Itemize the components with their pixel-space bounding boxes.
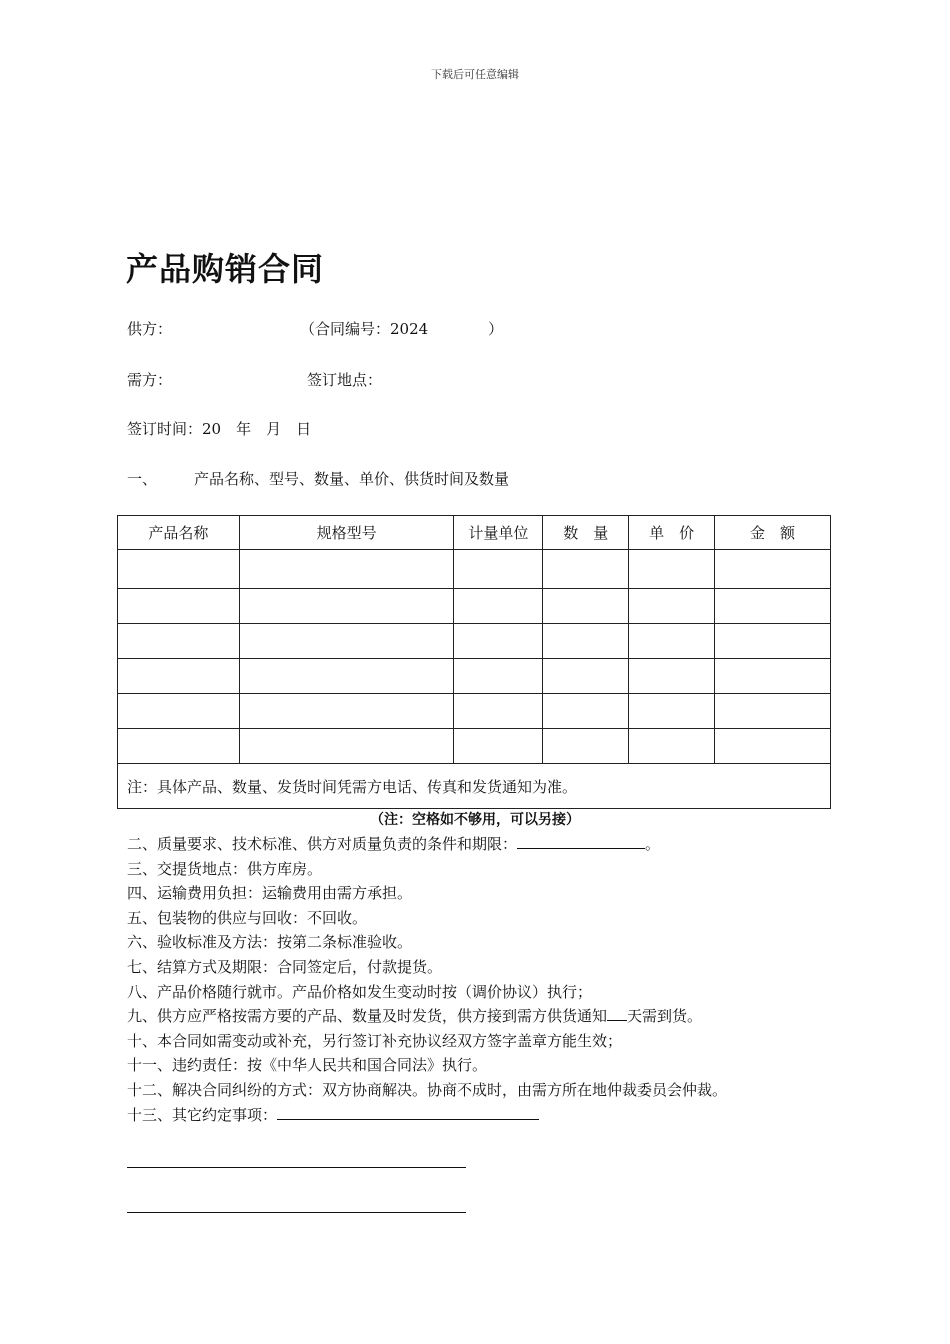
table-row — [118, 729, 831, 764]
table-cell[interactable] — [715, 589, 831, 624]
header-amount: 金 额 — [715, 516, 831, 550]
table-cell[interactable] — [118, 694, 240, 729]
table-note-cell: 注：具体产品、数量、发货时间凭需方电话、传真和发货通知为准。 — [118, 764, 831, 809]
contract-number-label: （合同编号：2024 ） — [300, 320, 504, 338]
header-unit-price: 单 价 — [629, 516, 715, 550]
table-cell[interactable] — [239, 624, 454, 659]
table-row — [118, 550, 831, 589]
clause-2 — [127, 832, 727, 857]
table-cell[interactable] — [543, 550, 629, 589]
table-cell[interactable] — [454, 729, 543, 764]
table-cell[interactable] — [454, 659, 543, 694]
table-cell[interactable] — [239, 729, 454, 764]
clause-12: 十二、解决合同纠纷的方式：双方协商解决。协商不成时，由需方所在地仲裁委员会仲裁。 — [127, 1080, 728, 1099]
clause-13-blank[interactable] — [277, 1105, 539, 1120]
table-cell[interactable] — [629, 694, 715, 729]
clause-10: 十、本合同如需变动或补充，另行签订补充协议经双方签字盖章方能生效； — [127, 1031, 623, 1050]
table-cell[interactable] — [629, 624, 715, 659]
table-cell[interactable] — [629, 550, 715, 589]
table-row — [118, 659, 831, 694]
sign-date-label: 签订时间：20 年 月 日 — [127, 420, 312, 438]
table-header-row — [118, 516, 831, 550]
table-cell[interactable] — [454, 589, 543, 624]
clause-11: 十一、违约责任：按《中华人民共和国合同法》执行。 — [127, 1056, 488, 1075]
clause-13 — [127, 1103, 727, 1128]
table-cell[interactable] — [239, 694, 454, 729]
table-cell[interactable] — [543, 624, 629, 659]
table-note-row — [118, 764, 831, 809]
clause-9-blank[interactable] — [607, 1006, 627, 1021]
clause-7: 七、结算方式及期限：合同签定后，付款提货。 — [127, 957, 443, 976]
table-cell[interactable] — [715, 729, 831, 764]
clause-8: 八、产品价格随行就市。产品价格如发生变动时按（调价协议）执行； — [127, 982, 593, 1001]
table-cell[interactable] — [118, 550, 240, 589]
table-cell[interactable] — [715, 694, 831, 729]
clause-2-blank[interactable] — [517, 834, 645, 849]
table-cell[interactable] — [118, 624, 240, 659]
table-cell[interactable] — [118, 589, 240, 624]
table-row — [118, 624, 831, 659]
extra-terms-line-2[interactable] — [127, 1212, 466, 1213]
table-row — [118, 694, 831, 729]
sign-place-label: 签订地点： — [307, 371, 383, 389]
table-cell[interactable] — [239, 550, 454, 589]
table-cell[interactable] — [629, 589, 715, 624]
table-cell[interactable] — [239, 659, 454, 694]
table-cell[interactable] — [715, 624, 831, 659]
supplier-label: 供方： — [127, 320, 173, 338]
table-cell[interactable] — [118, 729, 240, 764]
table-cell[interactable] — [543, 694, 629, 729]
table-cell[interactable] — [239, 589, 454, 624]
extra-terms-line-1[interactable] — [127, 1167, 466, 1168]
table-cell[interactable] — [543, 729, 629, 764]
table-cell[interactable] — [454, 694, 543, 729]
buyer-label: 需方： — [127, 371, 173, 389]
header-spec-model: 规格型号 — [239, 516, 454, 550]
table-cell[interactable] — [629, 659, 715, 694]
clause-5: 五、包装物的供应与回收：不回收。 — [127, 908, 368, 927]
header-quantity: 数 量 — [543, 516, 629, 550]
table-cell[interactable] — [454, 550, 543, 589]
clause-2-text: 二、质量要求、技术标准、供方对质量负责的条件和期限： — [127, 835, 518, 853]
clause-9-text: 九、供方应严格按需方要的产品、数量及时发货，供方接到需方供货通知 — [127, 1007, 608, 1026]
page-title: 产品购销合同 — [126, 250, 325, 288]
table-cell[interactable] — [543, 659, 629, 694]
clause-9-suffix: 天需到货。 — [627, 1007, 703, 1026]
clause-9 — [127, 1004, 727, 1029]
section1-title: 产品名称、型号、数量、单价、供货时间及数量 — [194, 470, 510, 488]
table-cell[interactable] — [118, 659, 240, 694]
clause-13-text: 十三、其它约定事项： — [127, 1105, 278, 1124]
clause-6: 六、验收标准及方法：按第二条标准验收。 — [127, 933, 413, 952]
clause-3: 三、交提货地点：供方库房。 — [127, 859, 323, 878]
table-row — [118, 589, 831, 624]
header-product-name: 产品名称 — [118, 516, 240, 550]
clause-2-suffix: 。 — [645, 835, 661, 853]
clause-4: 四、运输费用负担：运输费用由需方承担。 — [127, 884, 413, 903]
header-unit: 计量单位 — [454, 516, 543, 550]
product-table — [117, 515, 831, 809]
table-cell[interactable] — [629, 729, 715, 764]
section1-number: 一、 — [127, 470, 158, 488]
table-cell[interactable] — [715, 659, 831, 694]
table-footnote: （注：空格如不够用，可以另接） — [370, 812, 580, 828]
table-cell[interactable] — [454, 624, 543, 659]
contract-clauses — [127, 832, 727, 1127]
header-note: 下载后可任意编辑 — [431, 68, 519, 81]
table-cell[interactable] — [715, 550, 831, 589]
table-cell[interactable] — [543, 589, 629, 624]
